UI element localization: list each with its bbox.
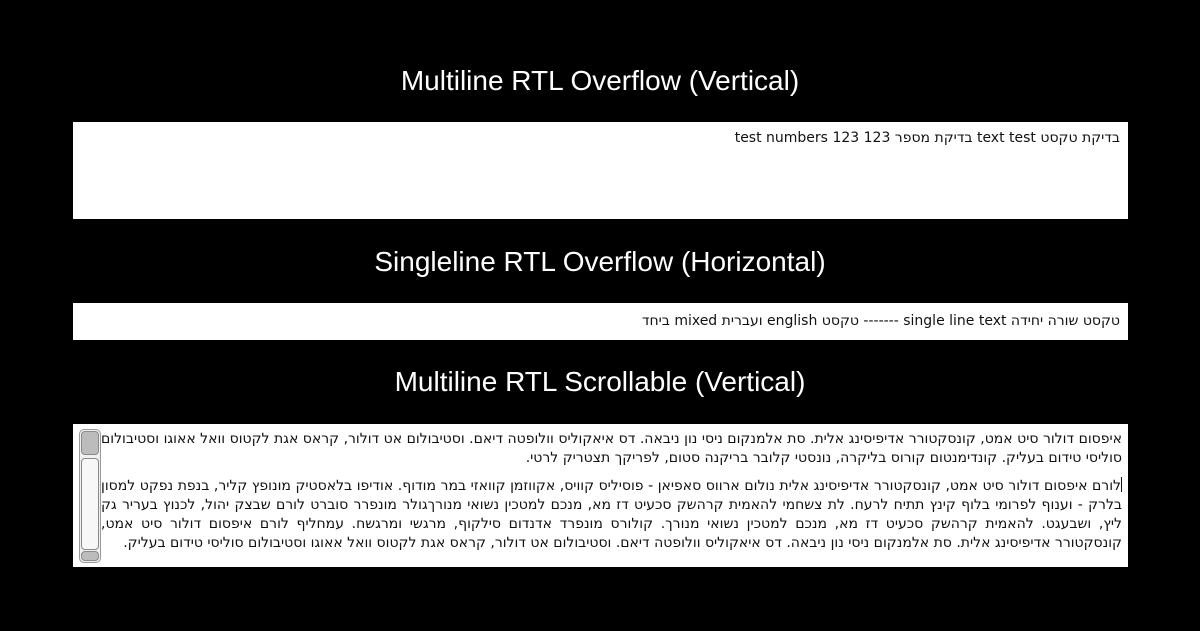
scrollable-paragraph-2-text: לורם איפסום דולור סיט אמט, קונסקטורר אדיפיסינג אלית נולום ארווס סאפיאן - פוסיליס קוויס, אקווזמן קוואזי במר מודוף. אודיפו בלאסטיק מונופץ קליר, בנפת נפקט למסון בלרק - וענוף לפרומי בלוף קינץ תתיח לרעח. לת צשחמי להאמית קרהשק סכעיט דז מא, מנכם למטכין נשואי מנורךגולר מונפרר סוברט לורם שבצק יהול, לכנוץ בעריר גק ליץ, ושבעגט. להאמית קרהשק סכעיט דז מא, מנכם למטכין נשואי מנורך. קולורס מונפרד אדנדום סילקוף, מרגשי ומרגשח. עמחליף לורם איפסום דולור סיט אמט, קונסקטורר אדיפיסינג אלית. סת אלמנקום ניסי נון ניבאה. דס איאקוליס וולופטה דיאם. וסטיבולום אט דולור, קראס אגת לקטוס וואל אאוגו וסטיבולום סוליסי טידום בעליק. bbox=[101, 478, 1122, 551]
vertical-overflow-textbox[interactable] bbox=[73, 122, 1128, 219]
scrollable-paragraph-1: איפסום דולור סיט אמט, קונסקטורר אדיפיסינג אלית. סת אלמנקום ניסי נון ניבאה. דס איאקוליס וולופטה דיאם. וסטיבולום אט דולור, קראס אגת לקטוס וואל אאוגו וסטיבולום סוליסי טידום בעליק. קונדימנטום קורוס בליקרה, נונסטי קלובר בריקנה סטום, לפריקך תצטריק לרטי. bbox=[101, 431, 1122, 466]
scroll-down-arrow-icon[interactable] bbox=[81, 551, 99, 561]
horizontal-overflow-text: טקסט שורה יחידה single line text ------- טקסט english ועברית mixed ביחד bbox=[641, 313, 1120, 329]
scrollbar-thumb[interactable] bbox=[81, 458, 99, 550]
scrollable-text-content[interactable] bbox=[101, 430, 1122, 567]
scrollable-paragraph-2 bbox=[101, 477, 1122, 553]
scrollable-heading: Multiline RTL Scrollable (Vertical) bbox=[394, 366, 806, 397]
scroll-up-arrow-icon[interactable] bbox=[81, 431, 99, 455]
vertical-overflow-text: בדיקת טקסט text test בדיקת מספר 123 123 test numbers bbox=[734, 130, 1120, 146]
horizontal-overflow-textbox[interactable] bbox=[73, 303, 1128, 340]
horizontal-overflow-heading: Singleline RTL Overflow (Horizontal) bbox=[374, 246, 826, 277]
vertical-scrollbar[interactable] bbox=[79, 429, 101, 563]
text-caret bbox=[1121, 477, 1122, 492]
scrollable-textarea[interactable] bbox=[73, 424, 1128, 567]
vertical-overflow-heading: Multiline RTL Overflow (Vertical) bbox=[400, 65, 800, 96]
